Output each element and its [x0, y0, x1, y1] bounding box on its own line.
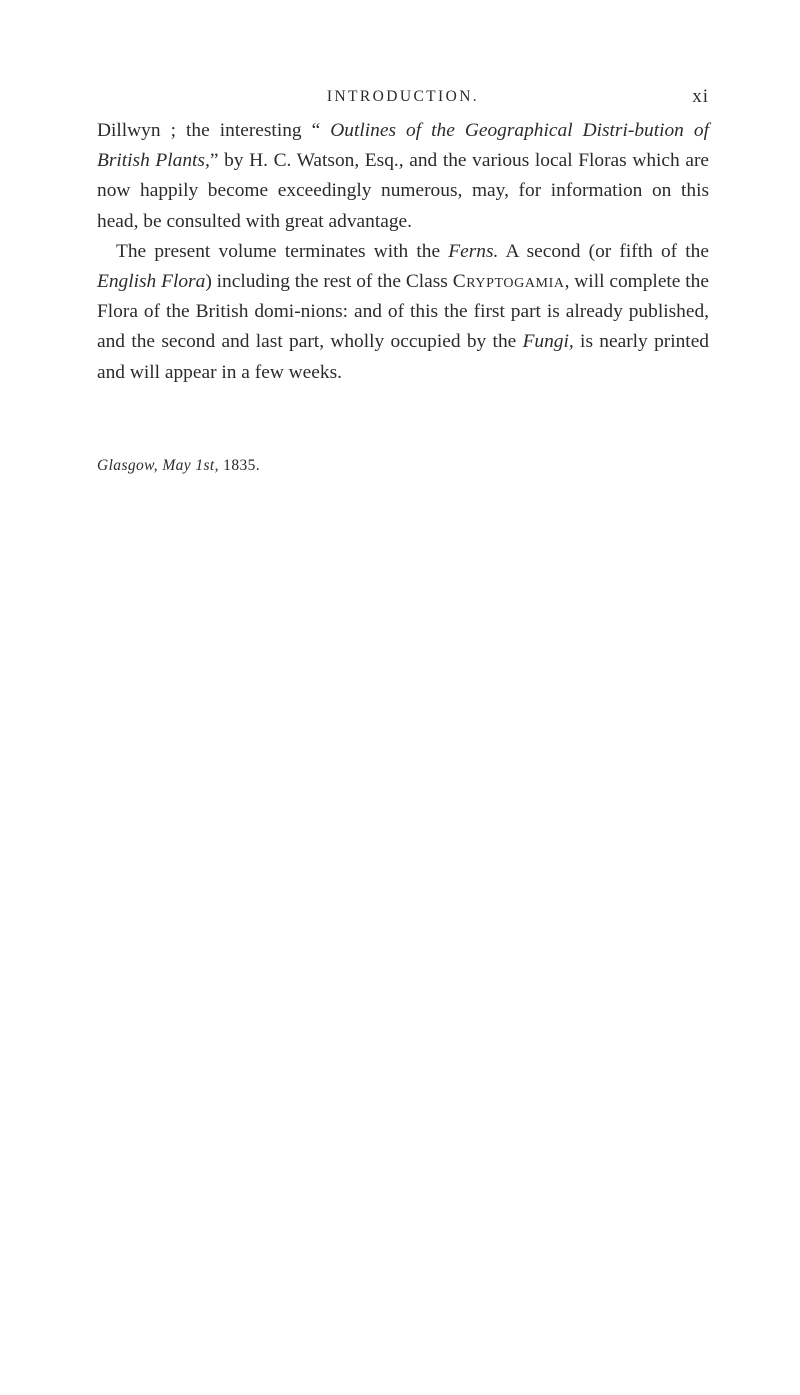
book-title-italic: Outlines of the Geographical Distri-bution of British Plants, [97, 120, 709, 172]
paragraph [97, 116, 709, 237]
text-run: is nearly printed and will appear in a few weeks. [97, 331, 709, 383]
italic-term: Fungi, [522, 331, 574, 353]
text-run: ” by H. C. Watson, Esq., and the various local Floras which are now happily become exceedingly numerous, may, for information on this head, be consulted with great advantage. [97, 150, 710, 232]
signoff [97, 457, 260, 475]
signoff-year: 1835. [218, 457, 261, 474]
paragraph [97, 237, 709, 388]
body-text [97, 116, 709, 388]
text-run: A second (or fifth of the [498, 240, 709, 262]
text-run: , will complete the Flora of the British domi-nions: and of this the first part is already published, and the second and last part, wholly occupied by the [97, 271, 709, 353]
running-title: INTRODUCTION. [326, 88, 480, 105]
text-run: The present volume terminates with the [116, 240, 449, 262]
text-run: ) including the rest of the Class [205, 271, 453, 293]
signoff-place-date: Glasgow, May 1st, [97, 457, 219, 474]
italic-term: Ferns. [448, 240, 499, 262]
italic-term: English Flora [97, 271, 206, 293]
small-caps-term: Cryptogamia [452, 271, 565, 293]
text-run: Dillwyn ; the interesting “ [97, 120, 331, 141]
page-number: xi [692, 86, 709, 107]
running-head [97, 86, 709, 110]
